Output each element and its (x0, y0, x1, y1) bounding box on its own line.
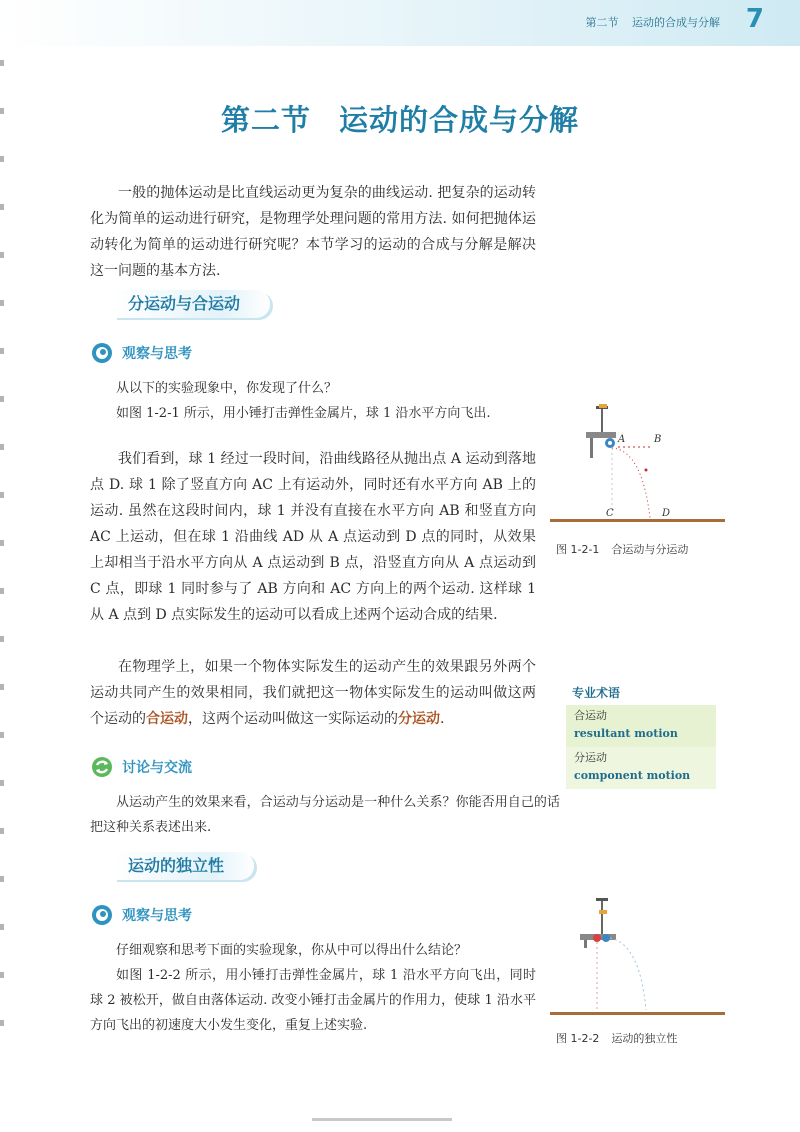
figure-1-caption (556, 541, 688, 557)
observe-icon (90, 903, 116, 927)
definition-text-2: ，这两个运动叫做这一实际运动的 (188, 711, 398, 727)
observe-think-label (90, 340, 192, 366)
title-text: 运动的合成与分解 (339, 103, 580, 137)
term-cn: 合运动 (574, 709, 607, 722)
observe-description-2: 如图 1-2-2 所示，用小锤打击弹性金属片，球 1 沿水平方向飞出，同时球 2 被松开，做自由落体运动. 改变小锤打击金属片的作用力，使球 1 沿水平方向飞出的初速度大小发生变化，重复上述实验. (90, 968, 536, 1033)
term-item (566, 705, 716, 747)
header-section-name: 运动的合成与分解 (632, 16, 720, 29)
page-title (0, 98, 800, 139)
analysis-paragraph: 我们看到，球 1 经过一段时间，沿曲线路径从抛出点 A 运动到落地点 D. 球 1 除了竖直方向 AC 上有运动外，同时还有水平方向 AB 上的运动. 虽然在这段时间内，球 1 并没有直接在水平方向 AB 和竖直方向 AC 上运动，但在球 1 沿曲线 AD 从 A 点运动到 D 点的同时，从效果上却相当于沿水平方向从 A 点运动到 B 点，沿竖直方向从 A 点运动到 C 点，即球 1 同时参与了 AB 方向和 AC 方向上的两个运动. 这样球 1 从 A 点到 D 点实际发生的运动可以看成上述两个运动合成的结果. (90, 451, 536, 623)
page-bottom-mark (312, 1118, 452, 1121)
term-component-motion: 分运动 (398, 711, 440, 727)
figure-2-number: 图 1-2-2 (556, 1032, 600, 1045)
figure-1-title: 合运动与分运动 (611, 543, 689, 556)
definition-paragraph (90, 654, 536, 732)
subheading-independence: 运动的独立性 (114, 852, 254, 880)
title-number: 第二节 (220, 103, 311, 137)
figure-2-caption (556, 1030, 677, 1046)
definition-text-3: . (440, 711, 445, 727)
terms-box (566, 684, 716, 789)
discuss-icon (90, 755, 116, 779)
label-a: A (618, 434, 626, 445)
page-number: 7 (745, 4, 764, 34)
subheading-component-motion: 分运动与合运动 (114, 290, 270, 318)
label-d: D (662, 508, 671, 519)
observe-question: 从以下的实验现象中，你发现了什么？ (116, 381, 338, 396)
label-c: C (606, 508, 614, 519)
observe-description: 如图 1-2-1 所示，用小锤打击弹性金属片，球 1 沿水平方向飞出. (116, 406, 491, 421)
definition-text-1: 在物理学上，如果一个物体实际发生的运动产生的效果跟另外两个运动共同产生的效果相同，我们就把这一物体实际发生的运动叫做这两个运动的 (90, 659, 536, 727)
header-section-label: 第二节 (585, 16, 619, 29)
term-en: component motion (574, 769, 691, 782)
binding-edge (0, 60, 4, 1060)
figure-2-title: 运动的独立性 (611, 1032, 678, 1045)
label-b: B (654, 434, 662, 445)
figure-1-2-1 (550, 398, 725, 528)
term-resultant-motion: 合运动 (146, 711, 188, 727)
observe-question-2: 仔细观察和思考下面的实验现象，你从中可以得出什么结论？ (116, 943, 468, 958)
discuss-label (90, 754, 192, 780)
observe-label-text: 观察与思考 (122, 346, 192, 362)
running-header (576, 14, 721, 30)
observe-icon (90, 341, 116, 365)
discuss-text: 从运动产生的效果来看，合运动与分运动是一种什么关系？你能否用自己的话把这种关系表述出来. (90, 795, 560, 835)
terms-title: 专业术语 (572, 686, 621, 700)
figure-1-2-2 (550, 892, 725, 1022)
observe-think-label-2 (90, 902, 192, 928)
term-item (566, 747, 716, 789)
observe-label-text-2: 观察与思考 (122, 908, 192, 924)
figure-1-number: 图 1-2-1 (556, 543, 600, 556)
intro-paragraph: 一般的抛体运动是比直线运动更为复杂的曲线运动. 把复杂的运动转化为简单的运动进行研究，是物理学处理问题的常用方法. 如何把抛体运动转化为简单的运动进行研究呢？本节学习的运动的合成与分解是解决这一问题的基本方法. (90, 185, 536, 279)
term-cn: 分运动 (574, 751, 607, 764)
discuss-label-text: 讨论与交流 (122, 760, 192, 776)
term-en: resultant motion (574, 727, 678, 740)
